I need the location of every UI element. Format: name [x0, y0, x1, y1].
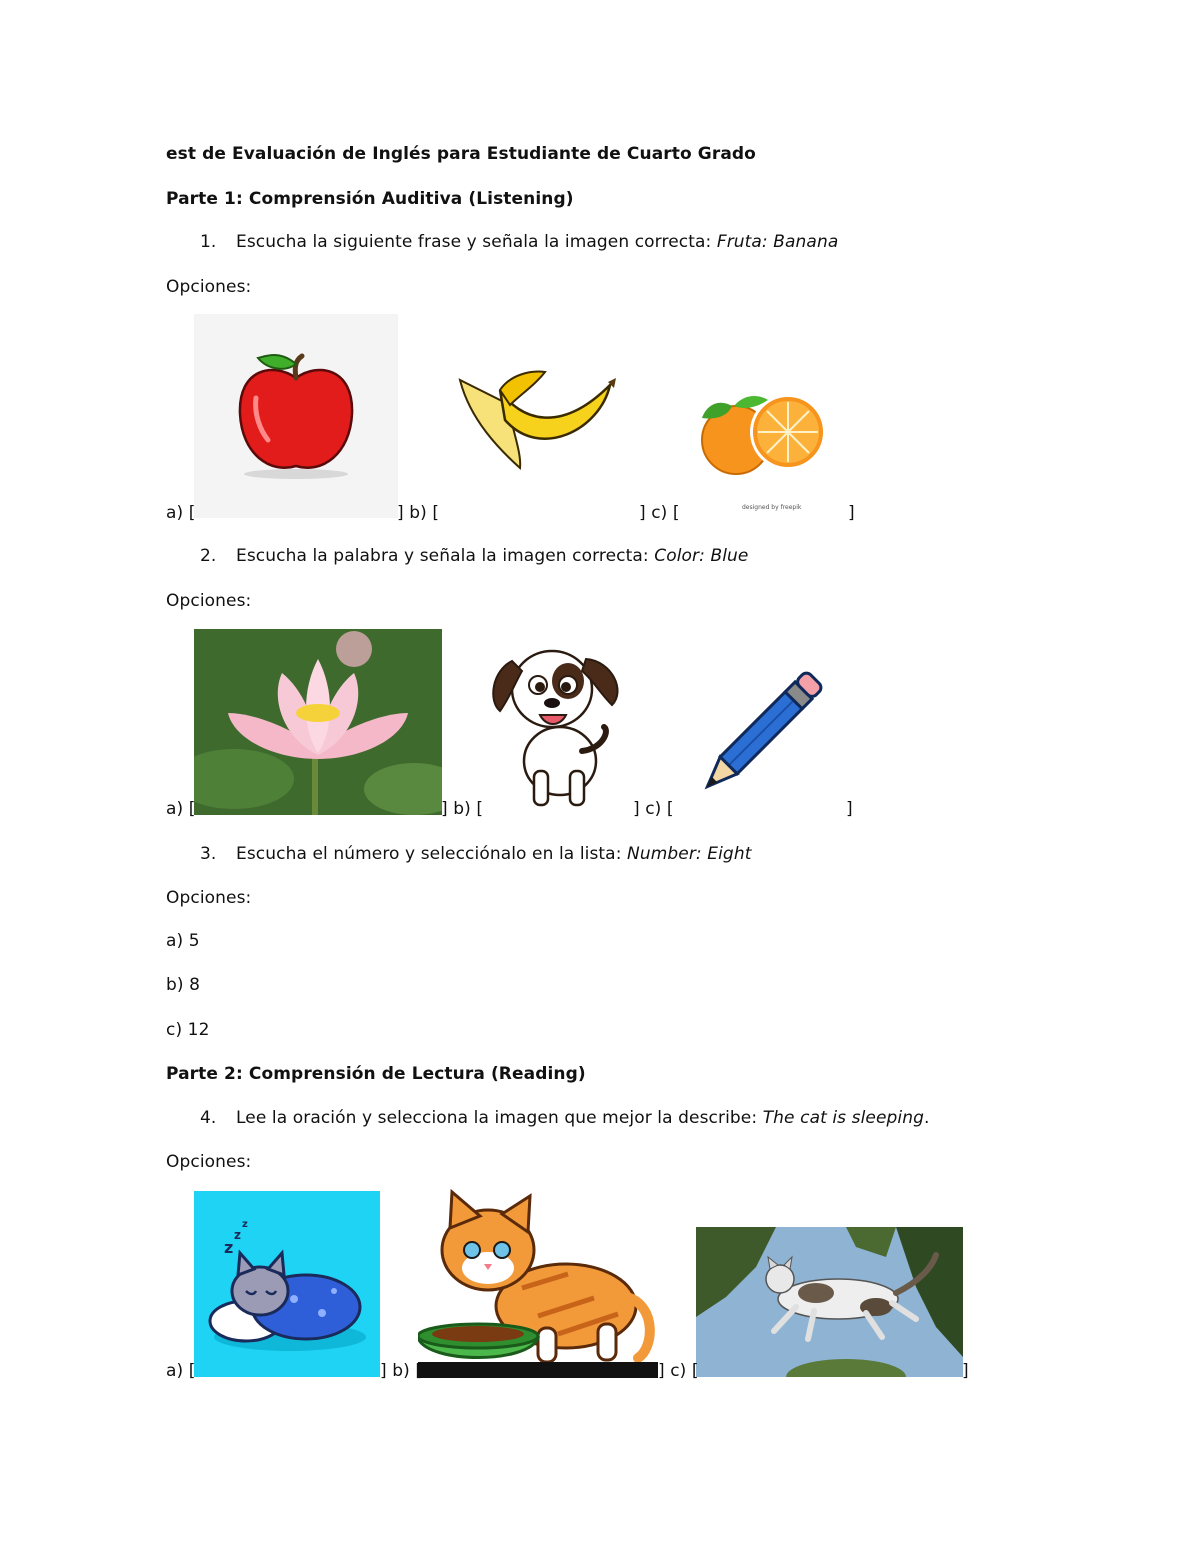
q3-choice-b[interactable]: b) 8	[166, 975, 201, 995]
question-2-number: 2.	[200, 546, 217, 566]
part1-heading: Parte 1: Comprensión Auditiva (Listening)	[166, 189, 574, 209]
part2-heading: Parte 2: Comprensión de Lectura (Reading)	[166, 1064, 586, 1084]
sleeping-cat-image[interactable]	[194, 1191, 380, 1377]
puppy-icon	[482, 631, 634, 811]
cat-eating-icon	[418, 1188, 658, 1378]
question-4-number: 4.	[200, 1108, 217, 1128]
svg-text:z: z	[234, 1228, 241, 1242]
q4-option-b: ] b) [	[380, 1361, 423, 1381]
q3-choice-a[interactable]: a) 5	[166, 931, 200, 951]
options-label: Opciones:	[166, 591, 252, 611]
question-3-text: Escucha el número y selecciónalo en la lista:	[236, 844, 628, 864]
q1-option-a: a) [	[166, 503, 196, 523]
orange-icon	[678, 358, 838, 516]
question-1-number: 1.	[200, 232, 217, 252]
question-3-number: 3.	[200, 844, 217, 864]
orange-image[interactable]	[678, 358, 838, 516]
apple-icon	[194, 314, 398, 518]
svg-text:z: z	[242, 1219, 248, 1230]
lotus-flower-icon	[194, 629, 442, 815]
puppy-image[interactable]	[482, 631, 634, 811]
blue-pencil-image[interactable]	[690, 656, 838, 804]
question-3-emphasis: Number: Eight	[627, 844, 752, 864]
q2-option-a: a) [	[166, 799, 196, 819]
options-label: Opciones:	[166, 277, 252, 297]
question-4-tail: .	[924, 1108, 930, 1128]
question-3	[200, 843, 751, 865]
banana-image[interactable]	[450, 350, 625, 475]
pencil-icon	[690, 656, 838, 804]
q2-option-c: ] c) [	[633, 799, 674, 819]
q2-option-b: ] b) [	[441, 799, 484, 819]
question-1	[200, 231, 838, 253]
q3-choice-c[interactable]: c) 12	[166, 1020, 210, 1040]
q4-option-end: ]	[962, 1361, 969, 1381]
question-2-emphasis: Color: Blue	[654, 546, 749, 566]
cat-eating-image[interactable]	[418, 1188, 658, 1378]
apple-image[interactable]	[194, 314, 398, 518]
options-label: Opciones:	[166, 1152, 252, 1172]
question-1-emphasis: Fruta: Banana	[716, 232, 839, 252]
image-watermark: designed by freepik	[742, 504, 802, 511]
question-2-text: Escucha la palabra y señala la imagen correcta:	[236, 546, 655, 566]
question-4-emphasis: The cat is sleeping	[762, 1108, 925, 1128]
q2-option-end: ]	[846, 799, 853, 819]
question-1-text: Escucha la siguiente frase y señala la imagen correcta:	[236, 232, 717, 252]
question-2	[200, 545, 748, 567]
q4-option-a: a) [	[166, 1361, 196, 1381]
question-4	[200, 1107, 930, 1129]
jumping-cat-photo[interactable]	[696, 1227, 963, 1377]
sleeping-cat-icon	[194, 1191, 380, 1377]
jumping-cat-icon	[696, 1227, 963, 1377]
q1-option-end: ]	[848, 503, 855, 523]
q1-option-b: ] b) [	[397, 503, 440, 523]
svg-text:z: z	[224, 1238, 234, 1257]
question-4-text: Lee la oración y selecciona la imagen que mejor la describe:	[236, 1108, 763, 1128]
banana-icon	[450, 350, 625, 475]
q1-option-c: ] c) [	[639, 503, 680, 523]
options-label: Opciones:	[166, 888, 252, 908]
lotus-flower-image[interactable]	[194, 629, 442, 815]
q4-option-c: ] c) [	[658, 1361, 699, 1381]
document-title: est de Evaluación de Inglés para Estudiante de Cuarto Grado	[166, 144, 756, 164]
